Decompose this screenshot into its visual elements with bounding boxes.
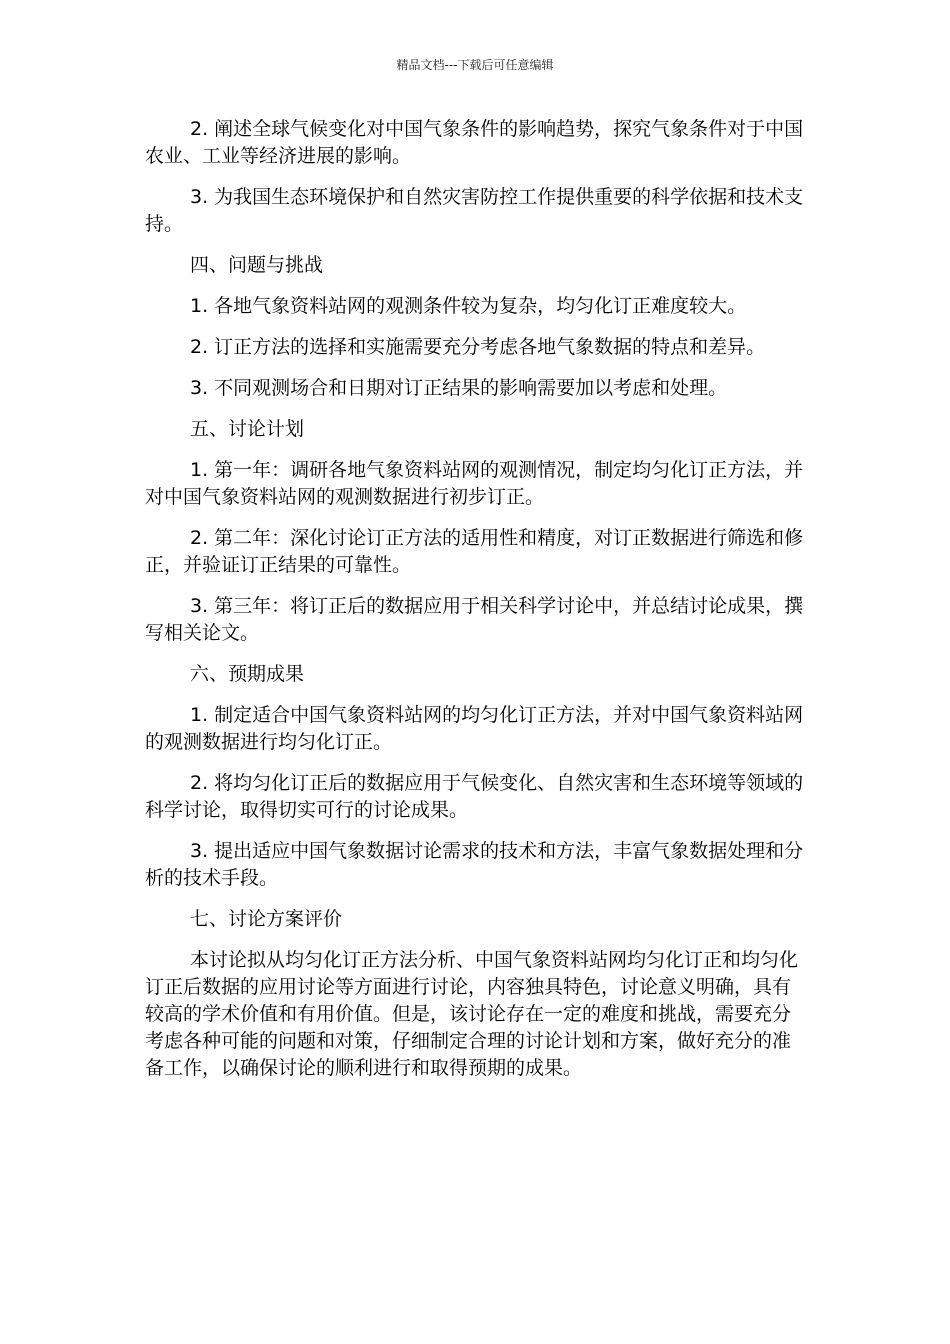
paragraph-result-1: 1. 制定适合中国气象资料站网的均匀化订正方法，并对中国气象资料站网的观测数据进行均匀化订正。 bbox=[145, 704, 804, 753]
paragraph-goal-3: 3. 为我国生态环境保护和自然灾害防控工作提供重要的科学依据和技术支持。 bbox=[145, 186, 804, 235]
section-heading-results: 六、预期成果 bbox=[190, 663, 305, 685]
paragraph-plan-2: 2. 第二年：深化讨论订正方法的适用性和精度，对订正数据进行筛选和修正，并验证订正结果的可靠性。 bbox=[145, 527, 804, 576]
paragraph-problem-2: 2. 订正方法的选择和实施需要充分考虑各地气象数据的特点和差异。 bbox=[190, 336, 766, 358]
section-heading-problems: 四、问题与挑战 bbox=[190, 254, 324, 276]
paragraph-plan-3: 3. 第三年：将订正后的数据应用于相关科学讨论中，并总结讨论成果，撰写相关论文。 bbox=[145, 595, 804, 644]
document-body bbox=[145, 116, 805, 1096]
paragraph-problem-1: 1. 各地气象资料站网的观测条件较为复杂，均匀化订正难度较大。 bbox=[190, 295, 747, 317]
paragraph-result-3: 3. 提出适应中国气象数据讨论需求的技术和方法，丰富气象数据处理和分析的技术手段。 bbox=[145, 840, 804, 889]
section-heading-evaluation: 七、讨论方案评价 bbox=[190, 908, 343, 930]
page-header: 精品文档---下载后可任意编辑 bbox=[396, 58, 554, 72]
paragraph-plan-1: 1. 第一年：调研各地气象资料站网的观测情况，制定均匀化订正方法，并对中国气象资料站网的观测数据进行初步订正。 bbox=[145, 459, 804, 508]
paragraph-result-2: 2. 将均匀化订正后的数据应用于气候变化、自然灾害和生态环境等领域的科学讨论，取得切实可行的讨论成果。 bbox=[145, 772, 804, 821]
paragraph-problem-3: 3. 不同观测场合和日期对订正结果的影响需要加以考虑和处理。 bbox=[190, 377, 728, 399]
paragraph-goal-2: 2. 阐述全球气候变化对中国气象条件的影响趋势，探究气象条件对于中国农业、工业等经济进展的影响。 bbox=[145, 118, 804, 167]
paragraph-evaluation: 本讨论拟从均匀化订正方法分析、中国气象资料站网均匀化订正和均匀化订正后数据的应用讨论等方面进行讨论，内容独具特色，讨论意义明确，具有较高的学术价值和有用价值。但是，该讨论存在一定的难度和挑战，需要充分考虑各种可能的问题和对策，仔细制定合理的讨论计划和方案，做好充分的准备工作，以确保讨论的顺利进行和取得预期的成果。 bbox=[145, 949, 799, 1079]
section-heading-plan: 五、讨论计划 bbox=[190, 418, 305, 440]
